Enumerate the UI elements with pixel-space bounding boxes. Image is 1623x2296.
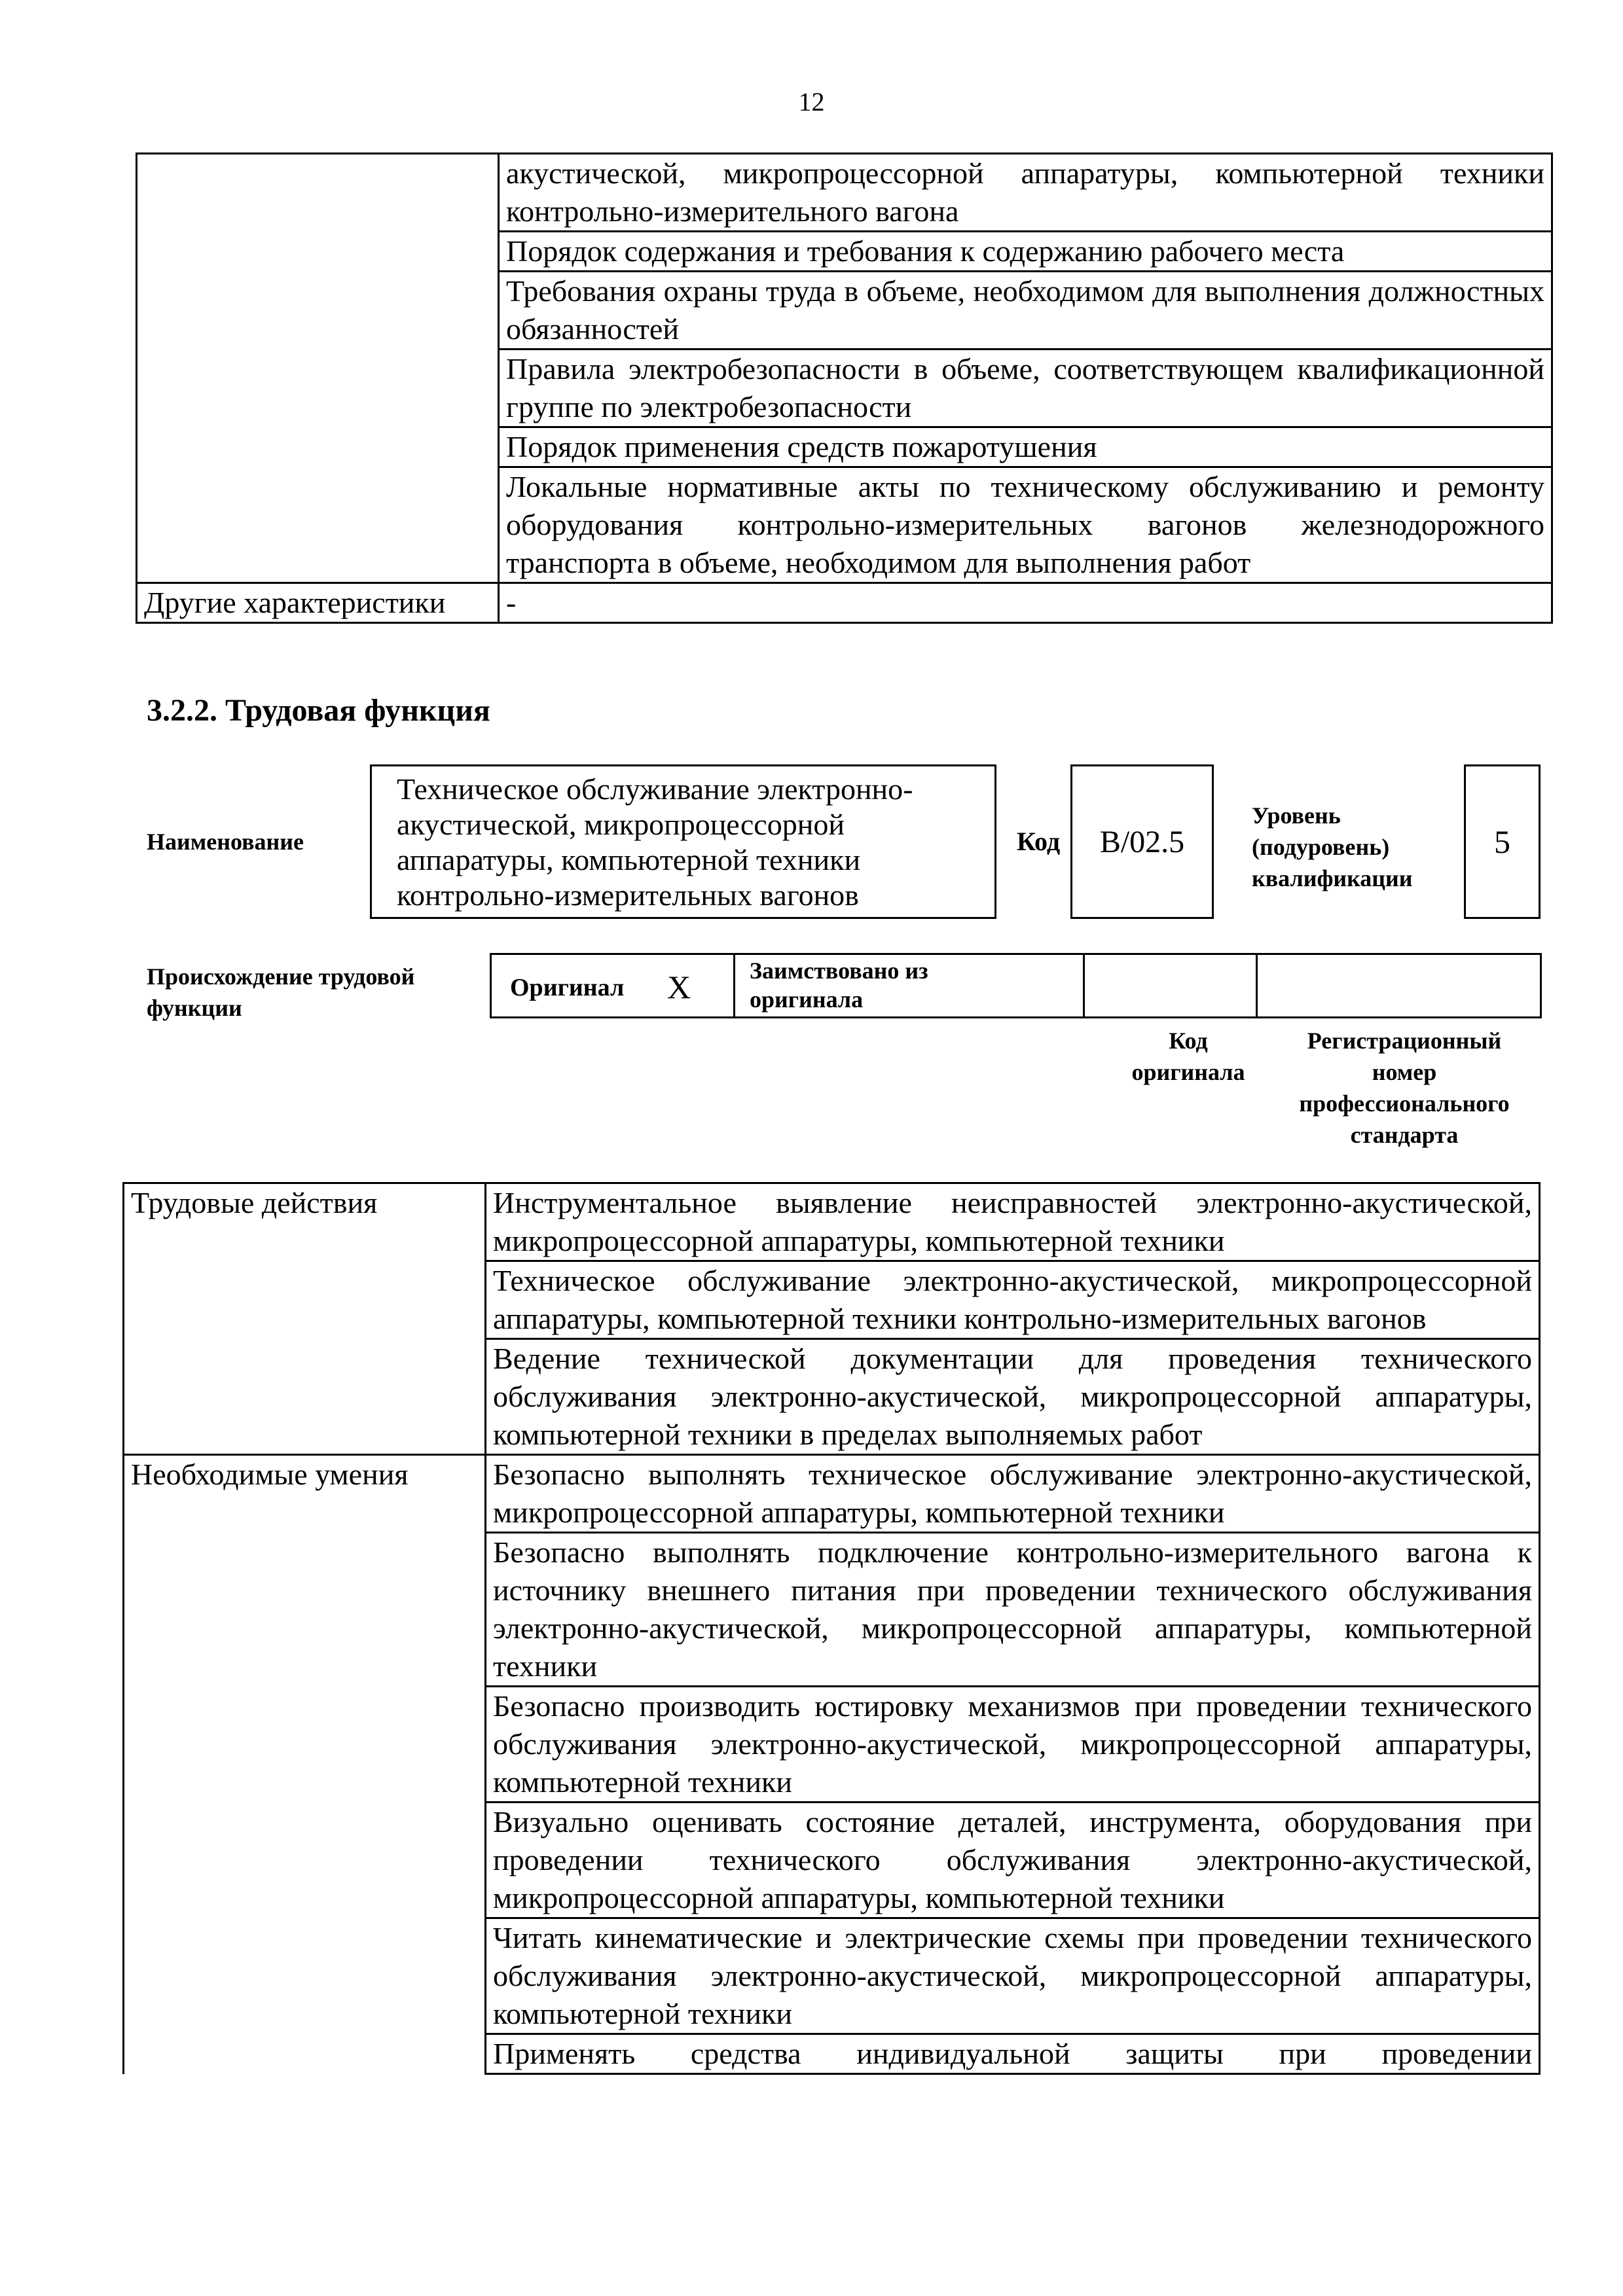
table-row: акустической, микропроцессорной аппаратуры, компьютерной техники контрольно-измерительного вагона xyxy=(499,154,1552,232)
other-characteristics-label: Другие характеристики xyxy=(137,583,499,623)
spacer-cell xyxy=(124,1261,486,1339)
origin-label: Происхождение трудовой функции xyxy=(147,963,415,1021)
reg-number-caption: Регистрационный номер профессионального стандарта xyxy=(1299,1028,1510,1148)
section-title: 3.2.2. Трудовая функция xyxy=(147,693,490,728)
spacer-cell xyxy=(124,1533,486,1687)
table-row: Требования охраны труда в объеме, необходимом для выполнения должностных обязанностей xyxy=(499,272,1552,350)
table-row: Читать кинематические и электрические схемы при проведении технического обслуживания электронно-акустической, микропроцессорной аппаратуры, компьютерной техники xyxy=(486,1918,1540,2034)
borrowed-cell xyxy=(735,955,1085,1016)
table-row: Визуально оценивать состояние деталей, инструмента, оборудования при проведении технического обслуживания электронно-акустической, микропроцессорной аппаратуры, компьютерной техники xyxy=(486,1803,1540,1918)
spacer-cell xyxy=(124,2034,486,2074)
table-row: Применять средства индивидуальной защиты при проведении xyxy=(486,2034,1540,2074)
reg-number-cell xyxy=(1258,955,1540,1016)
spacer-cell xyxy=(124,1339,486,1455)
table-row: Безопасно выполнять техническое обслуживание электронно-акустической, микропроцессорной аппаратуры, компьютерной техники xyxy=(486,1455,1540,1533)
table-row: Локальные нормативные акты по техническому обслуживанию и ремонту оборудования контрольно-измерительных вагонов железнодорожного транспорта в объеме, необходимом для выполнения работ xyxy=(499,467,1552,583)
table-row: Порядок применения средств пожаротушения xyxy=(499,427,1552,467)
empty-left-cell xyxy=(137,154,499,583)
page-number: 12 xyxy=(798,87,825,117)
name-label: Наименование xyxy=(147,829,304,855)
other-characteristics-value: - xyxy=(499,583,1552,623)
code-original-cell xyxy=(1085,955,1258,1016)
function-name-box: Техническое обслуживание электронно-акустической, микропроцессорной аппаратуры, компьютерной техники контрольно-измерительных вагонов xyxy=(370,764,996,919)
origin-table xyxy=(490,953,1542,1018)
table-row: Безопасно выполнять подключение контрольно-измерительного вагона к источнику внешнего питания при проведении технического обслуживания электронно-акустической, микропроцессорной аппаратуры, компьютерной техники xyxy=(486,1533,1540,1687)
original-cell xyxy=(492,955,735,1016)
table-row: Правила электробезопасности в объеме, соответствующем квалификационной группе по электробезопасности xyxy=(499,350,1552,427)
code-original-caption: Код оригинала xyxy=(1131,1028,1245,1085)
level-label: Уровень (подуровень) квалификации xyxy=(1252,802,1413,891)
knowledge-table xyxy=(136,152,1553,624)
skills-label: Необходимые умения xyxy=(124,1455,486,1533)
level-box: 5 xyxy=(1464,764,1541,919)
original-mark: X xyxy=(667,969,691,1005)
borrowed-label: Заимствовано из оригинала xyxy=(750,958,928,1013)
actions-label: Трудовые действия xyxy=(124,1183,486,1261)
table-row: Инструментальное выявление неисправностей электронно-акустической, микропроцессорной аппаратуры, компьютерной техники xyxy=(486,1183,1540,1261)
original-label: Оригинал xyxy=(510,974,625,1001)
code-box: B/02.5 xyxy=(1070,764,1214,919)
spacer-cell xyxy=(124,1687,486,1803)
actions-skills-table xyxy=(122,1182,1541,2075)
spacer-cell xyxy=(124,1918,486,2034)
spacer-cell xyxy=(124,1803,486,1918)
table-row: Порядок содержания и требования к содержанию рабочего места xyxy=(499,232,1552,272)
table-row: Безопасно производить юстировку механизмов при проведении технического обслуживания электронно-акустической, микропроцессорной аппаратуры, компьютерной техники xyxy=(486,1687,1540,1803)
table-row: Ведение технической документации для проведения технического обслуживания электронно-акустической, микропроцессорной аппаратуры, компьютерной техники в пределах выполняемых работ xyxy=(486,1339,1540,1455)
code-label: Код xyxy=(1017,827,1061,856)
table-row: Техническое обслуживание электронно-акустической, микропроцессорной аппаратуры, компьютерной техники контрольно-измерительных вагонов xyxy=(486,1261,1540,1339)
